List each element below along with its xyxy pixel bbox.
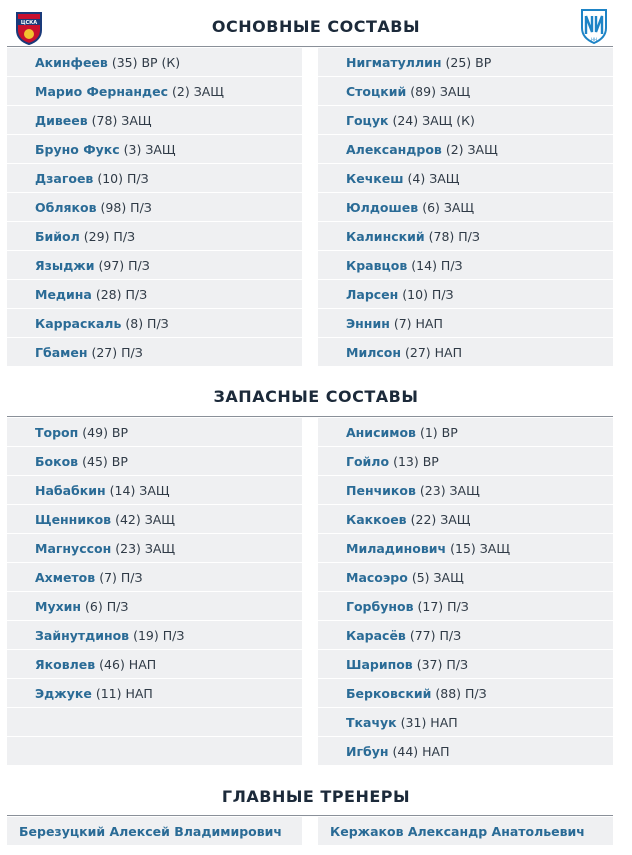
player-name-link[interactable]: Гоцук xyxy=(346,112,389,128)
player-row[interactable] xyxy=(318,338,613,366)
player-name-link[interactable]: Гойло xyxy=(346,453,390,469)
empty-row xyxy=(7,708,302,736)
coaches-title: ГЛАВНЫЕ ТРЕНЕРЫ xyxy=(221,787,411,806)
player-name-link[interactable]: Яковлев xyxy=(35,656,96,672)
player-number-position: (25) ВР xyxy=(445,54,492,70)
player-number-position: (1) ВР xyxy=(419,424,458,440)
player-name-link[interactable]: Ахметов xyxy=(35,569,96,585)
player-number-position: (27) НАП xyxy=(405,344,462,360)
starting-lineups-title: ОСНОВНЫЕ СОСТАВЫ xyxy=(211,17,421,36)
player-number-position: (78) ЗАЩ xyxy=(91,112,152,128)
player-name-link[interactable]: Зайнутдинов xyxy=(35,627,130,643)
player-row[interactable] xyxy=(7,418,302,446)
player-name-link[interactable]: Юлдошев xyxy=(346,199,419,215)
player-row[interactable] xyxy=(318,737,613,765)
player-number-position: (29) П/З xyxy=(83,228,136,244)
player-row[interactable] xyxy=(318,708,613,736)
player-name-link[interactable]: Боков xyxy=(35,453,79,469)
player-number-position: (49) ВР xyxy=(82,424,129,440)
player-row[interactable] xyxy=(7,222,302,250)
player-name-link[interactable]: Каккоев xyxy=(346,511,407,527)
player-row[interactable] xyxy=(318,534,613,562)
player-row[interactable] xyxy=(318,447,613,475)
player-number-position: (89) ЗАЩ xyxy=(410,83,471,99)
player-name-link[interactable]: Марио Фернандес xyxy=(35,83,169,99)
player-number-position: (35) ВР (К) xyxy=(111,54,181,70)
player-number-position: (28) П/З xyxy=(95,286,148,302)
player-name-link[interactable]: Бруно Фукс xyxy=(35,141,120,157)
player-name-link[interactable]: Берковский xyxy=(346,685,432,701)
player-number-position: (7) НАП xyxy=(393,315,443,331)
player-name-link[interactable]: Пенчиков xyxy=(346,482,416,498)
home-logo-text: ЦСКА xyxy=(20,20,38,26)
away-logo-text: НН xyxy=(590,37,598,42)
player-row[interactable] xyxy=(7,106,302,134)
player-number-position: (19) П/З xyxy=(133,627,185,643)
player-name-link[interactable]: Набабкин xyxy=(35,482,106,498)
player-number-position: (23) ЗАЩ xyxy=(419,482,480,498)
player-name-link[interactable]: Языджи xyxy=(35,257,95,273)
player-row[interactable] xyxy=(318,280,613,308)
player-number-position: (4) ЗАЩ xyxy=(407,170,460,186)
substitutes-title: ЗАПАСНЫЕ СОСТАВЫ xyxy=(213,387,419,406)
player-name-link[interactable]: Медина xyxy=(35,286,92,302)
player-name-link[interactable]: Ткачук xyxy=(346,714,397,730)
player-name-link[interactable]: Эннин xyxy=(346,315,390,331)
player-row[interactable] xyxy=(318,621,613,649)
player-row[interactable] xyxy=(318,650,613,678)
player-row[interactable] xyxy=(7,563,302,591)
divider xyxy=(7,416,613,417)
player-number-position: (45) ВР xyxy=(82,453,128,469)
player-row[interactable] xyxy=(7,280,302,308)
player-name-link[interactable]: Стоцкий xyxy=(346,83,407,99)
player-number-position: (24) ЗАЩ (К) xyxy=(392,112,475,128)
player-number-position: (37) П/З xyxy=(416,656,468,672)
player-row[interactable] xyxy=(318,505,613,533)
player-row[interactable] xyxy=(7,592,302,620)
player-name-link[interactable]: Ларсен xyxy=(346,286,399,302)
player-name-link[interactable]: Миладинович xyxy=(346,540,447,556)
player-row[interactable] xyxy=(318,679,613,707)
player-row[interactable] xyxy=(7,251,302,279)
player-row[interactable] xyxy=(7,505,302,533)
player-row[interactable] xyxy=(318,164,613,192)
player-row[interactable] xyxy=(318,309,613,337)
player-name-link[interactable]: Щенников xyxy=(35,511,112,527)
player-row[interactable] xyxy=(7,679,302,707)
player-row[interactable] xyxy=(7,621,302,649)
player-number-position: (23) ЗАЩ xyxy=(115,540,176,556)
player-name-link[interactable]: Дзагоев xyxy=(35,170,94,186)
player-row[interactable] xyxy=(318,418,613,446)
home-subs-list xyxy=(7,418,302,766)
player-row[interactable] xyxy=(318,135,613,163)
player-number-position: (98) П/З xyxy=(100,199,152,215)
player-number-position: (3) ЗАЩ xyxy=(123,141,176,157)
player-row[interactable] xyxy=(318,193,613,221)
player-row[interactable] xyxy=(7,447,302,475)
away-starting-list xyxy=(318,48,613,367)
player-number-position: (78) П/З xyxy=(428,228,480,244)
player-row[interactable] xyxy=(318,77,613,105)
player-number-position: (22) ЗАЩ xyxy=(410,511,471,527)
player-name-link[interactable]: Масоэро xyxy=(346,569,408,585)
player-row[interactable] xyxy=(7,650,302,678)
player-number-position: (77) П/З xyxy=(409,627,462,643)
player-number-position: (27) П/З xyxy=(91,344,143,360)
player-number-position: (11) НАП xyxy=(95,685,153,701)
player-name-link[interactable]: Кечкеш xyxy=(346,170,404,186)
player-name-link[interactable]: Бийол xyxy=(35,228,80,244)
player-name-link[interactable]: Эджуке xyxy=(35,685,92,701)
player-number-position: (17) П/З xyxy=(417,598,469,614)
player-name-link[interactable]: Магнуссон xyxy=(35,540,112,556)
empty-row xyxy=(7,737,302,765)
player-row[interactable] xyxy=(318,222,613,250)
player-row[interactable] xyxy=(318,251,613,279)
player-number-position: (10) П/З xyxy=(402,286,454,302)
player-row[interactable] xyxy=(7,77,302,105)
player-number-position: (31) НАП xyxy=(400,714,458,730)
player-row[interactable] xyxy=(318,563,613,591)
player-name-link[interactable]: Гбамен xyxy=(35,344,88,360)
player-row[interactable] xyxy=(7,48,302,76)
player-name-link[interactable]: Шарипов xyxy=(346,656,413,672)
player-row[interactable] xyxy=(318,476,613,504)
player-name-link[interactable]: Нигматуллин xyxy=(346,54,442,70)
player-row[interactable] xyxy=(318,592,613,620)
player-number-position: (14) П/З xyxy=(411,257,463,273)
player-name-link[interactable]: Мухин xyxy=(35,598,82,614)
divider xyxy=(7,46,613,47)
player-row[interactable] xyxy=(7,135,302,163)
away-coach[interactable]: Кержаков Александр Анатольевич xyxy=(318,817,613,845)
player-number-position: (7) П/З xyxy=(99,569,143,585)
player-number-position: (13) ВР xyxy=(393,453,439,469)
player-name-link[interactable]: Карраскаль xyxy=(35,315,122,331)
player-number-position: (2) ЗАЩ xyxy=(445,141,498,157)
player-name-link[interactable]: Александров xyxy=(346,141,442,157)
player-row[interactable] xyxy=(318,48,613,76)
player-row[interactable] xyxy=(7,534,302,562)
home-coach[interactable]: Березуцкий Алексей Владимирович xyxy=(7,817,302,845)
home-starting-list xyxy=(7,48,302,367)
away-subs-list xyxy=(318,418,613,766)
player-name-link[interactable]: Милсон xyxy=(346,344,401,360)
player-number-position: (2) ЗАЩ xyxy=(172,83,224,99)
player-number-position: (46) НАП xyxy=(99,656,157,672)
player-row[interactable] xyxy=(7,338,302,366)
player-number-position: (88) П/З xyxy=(435,685,487,701)
player-row[interactable] xyxy=(7,193,302,221)
player-number-position: (15) ЗАЩ xyxy=(450,540,510,556)
player-number-position: (14) ЗАЩ xyxy=(109,482,170,498)
player-number-position: (5) ЗАЩ xyxy=(411,569,464,585)
divider xyxy=(7,815,613,816)
player-name-link[interactable]: Калинский xyxy=(346,228,425,244)
player-name-link[interactable]: Тороп xyxy=(35,424,79,440)
player-number-position: (6) П/З xyxy=(85,598,129,614)
player-row[interactable] xyxy=(7,309,302,337)
player-number-position: (42) ЗАЩ xyxy=(115,511,175,527)
player-row[interactable] xyxy=(318,106,613,134)
player-number-position: (6) ЗАЩ xyxy=(422,199,475,215)
player-name-link[interactable]: Анисимов xyxy=(346,424,416,440)
player-number-position: (10) П/З xyxy=(97,170,149,186)
player-number-position: (44) НАП xyxy=(392,743,450,759)
player-name-link[interactable]: Акинфеев xyxy=(35,54,108,70)
player-name-link[interactable]: Горбунов xyxy=(346,598,414,614)
player-row[interactable] xyxy=(7,476,302,504)
player-name-link[interactable]: Дивеев xyxy=(35,112,88,128)
player-name-link[interactable]: Игбун xyxy=(346,743,389,759)
player-name-link[interactable]: Карасёв xyxy=(346,627,406,643)
player-name-link[interactable]: Обляков xyxy=(35,199,97,215)
player-number-position: (97) П/З xyxy=(98,257,150,273)
player-name-link[interactable]: Кравцов xyxy=(346,257,408,273)
player-number-position: (8) П/З xyxy=(125,315,169,331)
player-row[interactable] xyxy=(7,164,302,192)
